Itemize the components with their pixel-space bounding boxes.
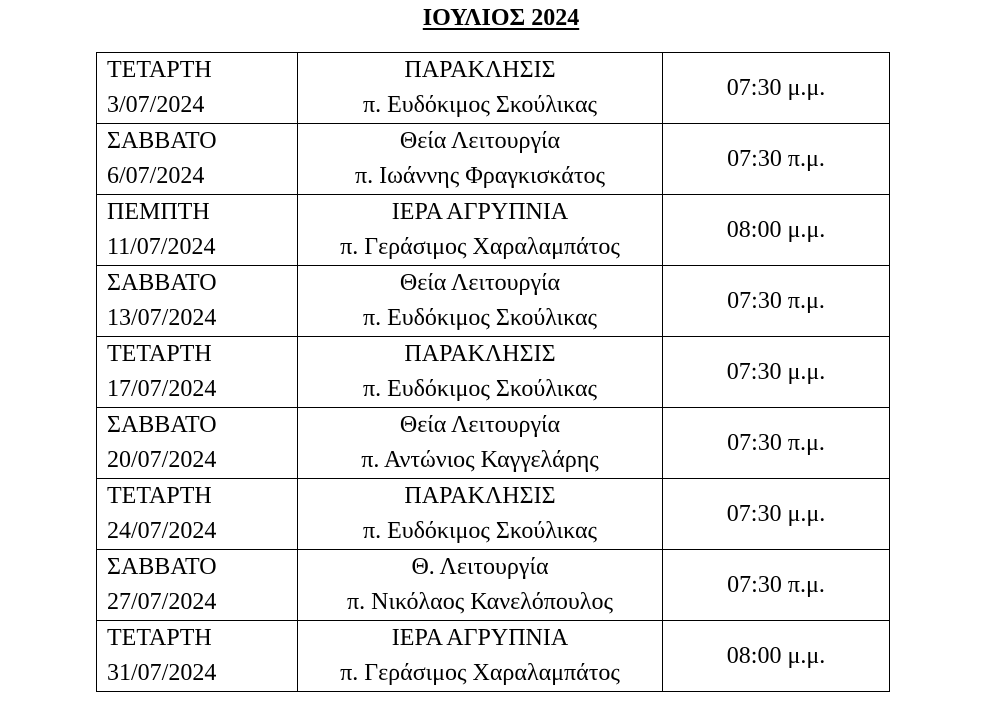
date: 31/07/2024 <box>107 660 217 686</box>
table-row <box>97 408 890 479</box>
day-date-cell <box>97 266 298 337</box>
service-name: ΠΑΡΑΚΛΗΣΙΣ <box>404 57 556 83</box>
day-name: ΤΕΤΑΡΤΗ <box>107 625 212 651</box>
table-row <box>97 337 890 408</box>
priest-name: π. Νικόλαος Κανελόπουλος <box>347 589 613 615</box>
time-cell: 07:30 μ.μ. <box>663 53 890 124</box>
time-cell: 07:30 π.μ. <box>663 124 890 195</box>
day-date-cell <box>97 479 298 550</box>
priest-name: π. Ευδόκιμος Σκούλικας <box>362 305 598 331</box>
service-cell <box>298 621 663 692</box>
table-row <box>97 53 890 124</box>
time-cell: 07:30 μ.μ. <box>663 479 890 550</box>
date: 13/07/2024 <box>107 305 217 331</box>
date: 24/07/2024 <box>107 518 217 544</box>
priest-name: π. Ευδόκιμος Σκούλικας <box>362 518 598 544</box>
date: 3/07/2024 <box>107 92 205 118</box>
table-row <box>97 479 890 550</box>
day-date-cell <box>97 53 298 124</box>
service-cell <box>298 266 663 337</box>
priest-name: π. Ευδόκιμος Σκούλικας <box>362 92 598 118</box>
day-date-cell <box>97 621 298 692</box>
day-name: ΤΕΤΑΡΤΗ <box>107 483 212 509</box>
schedule-table <box>96 52 890 692</box>
service-name: Θεία Λειτουργία <box>399 128 561 154</box>
priest-name: π. Γεράσιμος Χαραλαμπάτος <box>340 234 620 260</box>
priest-name: π. Ιωάννης Φραγκισκάτος <box>354 163 606 189</box>
date: 17/07/2024 <box>107 376 217 402</box>
day-date-cell <box>97 124 298 195</box>
day-date-cell <box>97 195 298 266</box>
service-name: ΙΕΡΑ ΑΓΡΥΠΝΙΑ <box>391 199 569 225</box>
service-cell <box>298 124 663 195</box>
time-cell: 07:30 μ.μ. <box>663 337 890 408</box>
priest-name: π. Ευδόκιμος Σκούλικας <box>362 376 598 402</box>
time-cell: 08:00 μ.μ. <box>663 621 890 692</box>
day-date-cell <box>97 550 298 621</box>
day-name: ΠΕΜΠΤΗ <box>107 199 210 225</box>
day-date-cell <box>97 337 298 408</box>
service-cell <box>298 550 663 621</box>
page-title <box>0 4 1002 32</box>
service-cell <box>298 195 663 266</box>
service-cell <box>298 53 663 124</box>
table-row <box>97 266 890 337</box>
date: 20/07/2024 <box>107 447 217 473</box>
day-name: ΣΑΒΒΑΤΟ <box>107 270 217 296</box>
priest-name: π. Γεράσιμος Χαραλαμπάτος <box>340 660 620 686</box>
service-name: ΠΑΡΑΚΛΗΣΙΣ <box>404 483 556 509</box>
service-name: Θ. Λειτουργία <box>411 554 549 580</box>
time-cell: 07:30 π.μ. <box>663 266 890 337</box>
time-cell: 07:30 π.μ. <box>663 408 890 479</box>
table-row <box>97 124 890 195</box>
service-name: ΙΕΡΑ ΑΓΡΥΠΝΙΑ <box>391 625 569 651</box>
time-cell: 08:00 μ.μ. <box>663 195 890 266</box>
table-row <box>97 550 890 621</box>
service-name: Θεία Λειτουργία <box>399 270 561 296</box>
day-name: ΣΑΒΒΑΤΟ <box>107 128 217 154</box>
schedule-table-body <box>97 53 890 692</box>
date: 27/07/2024 <box>107 589 217 615</box>
table-row <box>97 621 890 692</box>
service-cell <box>298 408 663 479</box>
time-cell: 07:30 π.μ. <box>663 550 890 621</box>
service-cell <box>298 337 663 408</box>
day-name: ΣΑΒΒΑΤΟ <box>107 412 217 438</box>
priest-name: π. Αντώνιος Καγγελάρης <box>361 447 599 473</box>
date: 6/07/2024 <box>107 163 205 189</box>
day-date-cell <box>97 408 298 479</box>
day-name: ΤΕΤΑΡΤΗ <box>107 57 212 83</box>
table-row <box>97 195 890 266</box>
page-title-text: ΙΟΥΛΙΟΣ 2024 <box>422 5 580 31</box>
service-name: Θεία Λειτουργία <box>399 412 561 438</box>
service-cell <box>298 479 663 550</box>
day-name: ΣΑΒΒΑΤΟ <box>107 554 217 580</box>
service-name: ΠΑΡΑΚΛΗΣΙΣ <box>404 341 556 367</box>
date: 11/07/2024 <box>107 234 216 260</box>
day-name: ΤΕΤΑΡΤΗ <box>107 341 212 367</box>
